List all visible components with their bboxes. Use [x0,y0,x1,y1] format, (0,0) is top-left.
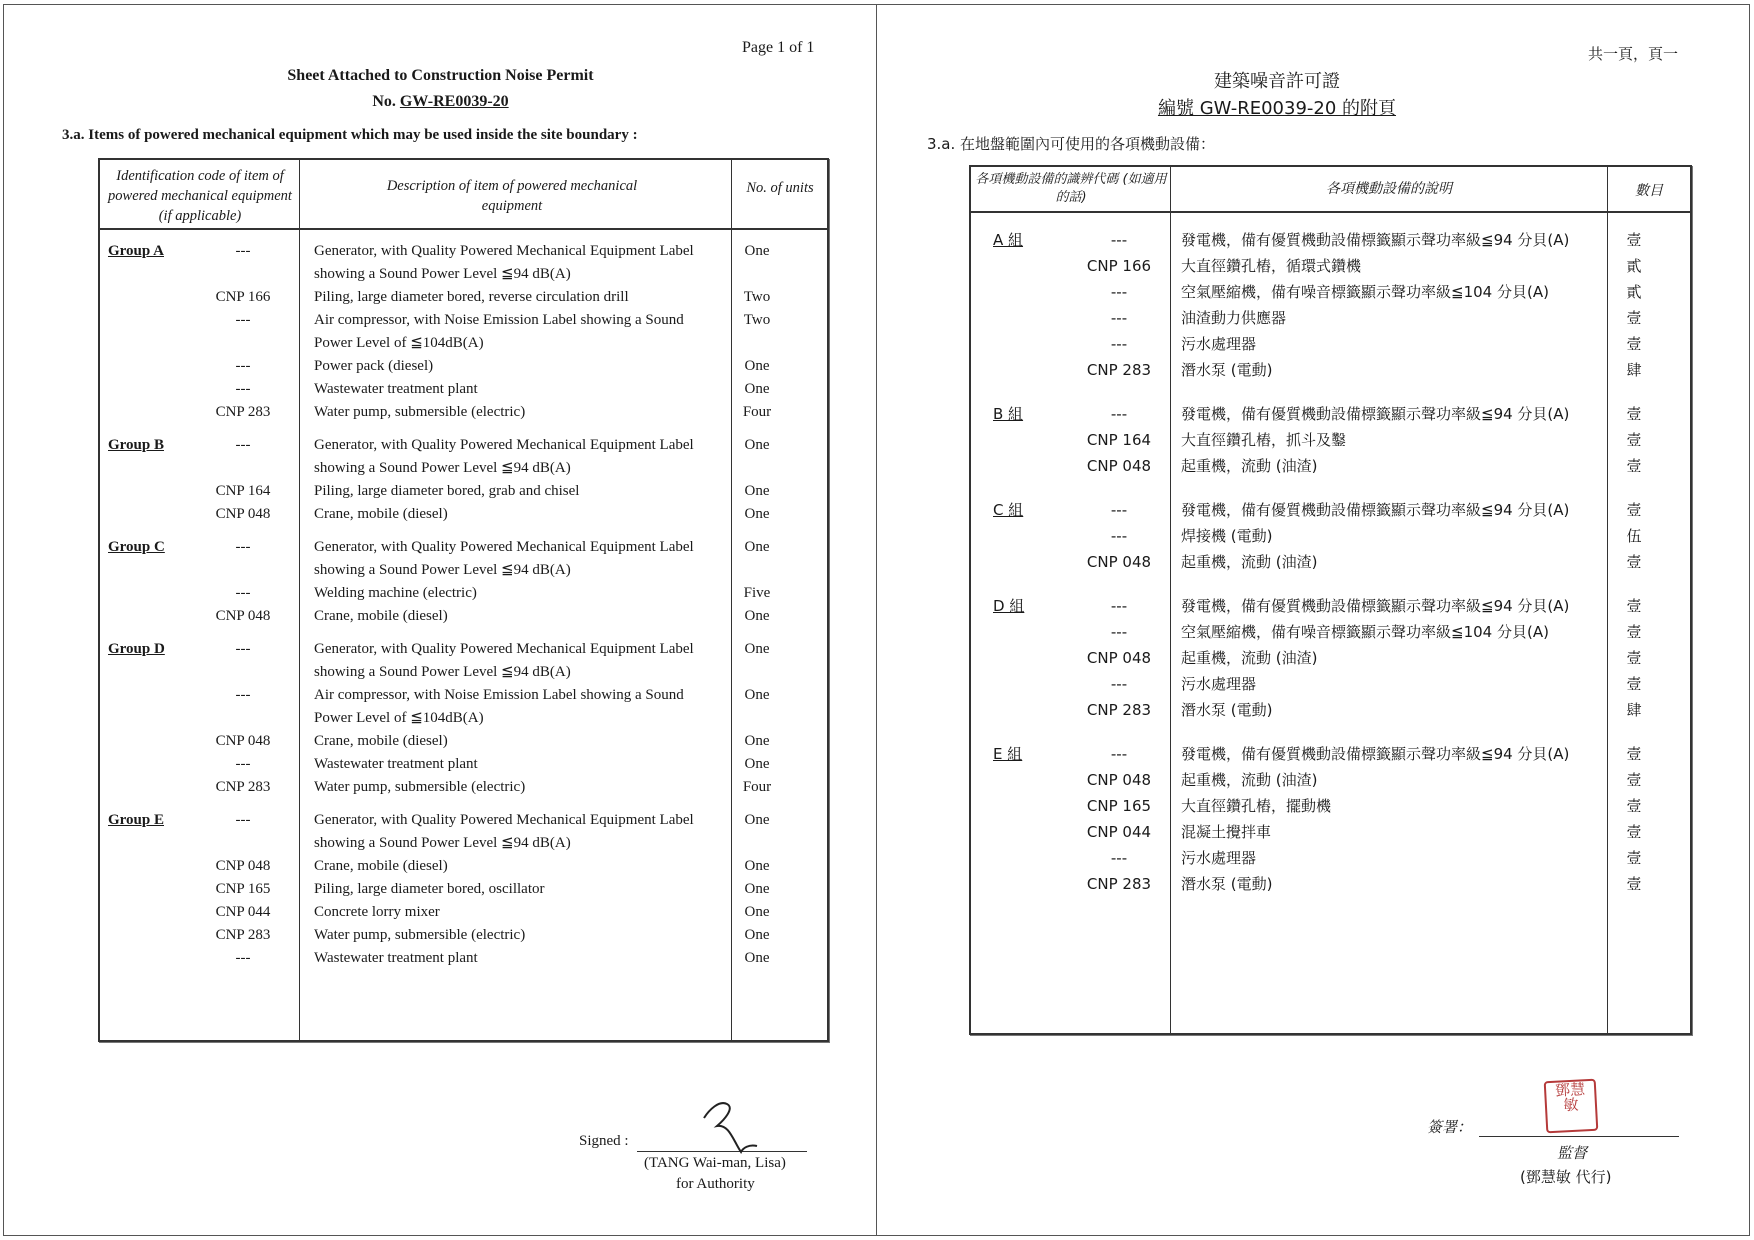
equipment-description: 起重機，流動 (油渣) [1181,649,1318,667]
header-description: Description of item of powered mechanical equipment [386,178,638,214]
equipment-code: CNP 048 [215,733,271,749]
table-row [971,675,1690,701]
permit-number: 編號 GW-RE0039-20 的附頁 [1157,98,1397,119]
unit-count: 伍 [1626,527,1642,545]
page-number: Page 1 of 1 [742,39,815,56]
unit-count: One [744,950,770,966]
unit-count: 壹 [1626,649,1642,667]
unit-count: One [744,243,770,259]
table-row [100,605,827,628]
table-row [971,745,1690,771]
header-divider [100,228,827,230]
section-heading: 3.a. Items of powered mechanical equipment which may be used inside the site boundary : [62,127,638,143]
equipment-code: --- [1110,231,1128,249]
table-row [971,231,1690,257]
unit-count: Four [742,404,772,420]
equipment-description: 混凝土攪拌車 [1181,823,1272,841]
equipment-code: CNP 166 [1086,257,1152,275]
equipment-description: Air compressor, with Noise Emission Label showing a Sound Power Level of ≦104dB(A) [314,312,684,351]
equipment-code: CNP 165 [1086,797,1152,815]
equipment-description: Water pump, submersible (electric) [314,779,526,795]
unit-count: 壹 [1626,675,1642,693]
permit-number-line [4,93,877,111]
equipment-code: CNP 283 [215,927,271,943]
section-heading: 3.a. 在地盤範圍內可使用的各項機動設備： [927,135,1216,153]
equipment-code: --- [235,585,251,601]
table-row [971,623,1690,649]
equipment-code: --- [1110,501,1128,519]
english-page [3,4,878,1236]
equipment-code: --- [1110,745,1128,763]
equipment-description: Generator, with Quality Powered Mechanical Equipment Label showing a Sound Power Level ≦94 dB(A) [314,243,694,282]
equipment-group [971,597,1690,727]
signature-line [1479,1136,1679,1137]
table-row [971,553,1690,579]
page-number: 共一頁，頁一 [1588,45,1679,63]
unit-count: 壹 [1626,823,1642,841]
unit-count: One [744,687,770,703]
equipment-code: --- [1110,405,1128,423]
equipment-description: Wastewater treatment plant [314,950,478,966]
unit-count: 肆 [1626,701,1642,719]
equipment-description: Wastewater treatment plant [314,756,478,772]
equipment-group [971,745,1690,901]
equipment-description: Generator, with Quality Powered Mechanical Equipment Label showing a Sound Power Level ≦94 dB(A) [314,437,694,476]
equipment-group [100,638,827,799]
equipment-description: Crane, mobile (diesel) [314,733,448,749]
permit-number: GW-RE0039-20 [399,93,509,110]
table-row [971,457,1690,483]
table-row [971,527,1690,553]
official-seal [1544,1079,1599,1134]
table-row [100,536,827,582]
equipment-code: CNP 048 [215,858,271,874]
header-divider [971,211,1690,213]
equipment-description: 發電機，備有優質機動設備標籤顯示聲功率級≦94 分貝(A) [1181,231,1570,249]
equipment-code: --- [235,812,251,828]
equipment-description: Welding machine (electric) [314,585,477,601]
table-row [100,582,827,605]
unit-count: 壹 [1626,405,1642,423]
table-row [100,901,827,924]
header-code: 各項機動設備的識辨代碼 (如適用的話) [975,172,1167,205]
group-label: Group C [108,539,165,555]
equipment-code: --- [1110,597,1128,615]
equipment-code: --- [235,687,251,703]
unit-count: 壹 [1626,623,1642,641]
table-row [100,480,827,503]
unit-count: One [744,927,770,943]
table-row [100,638,827,684]
table-row [971,361,1690,387]
unit-count: Five [743,585,771,601]
unit-count: 貳 [1626,283,1642,301]
group-label: Group A [108,243,164,259]
equipment-description: 發電機，備有優質機動設備標籤顯示聲功率級≦94 分貝(A) [1181,597,1570,615]
unit-count: 壹 [1626,597,1642,615]
table-row [100,401,827,424]
unit-count: 壹 [1626,335,1642,353]
equipment-description: 潛水泵 (電動) [1181,701,1273,719]
equipment-description: Generator, with Quality Powered Mechanical Equipment Label showing a Sound Power Level ≦94 dB(A) [314,539,694,578]
unit-count: One [744,381,770,397]
equipment-code: --- [1110,335,1128,353]
equipment-group [971,501,1690,579]
table-body [971,231,1690,901]
unit-count: 貳 [1626,257,1642,275]
table-row [100,776,827,799]
equipment-code: --- [235,641,251,657]
equipment-code: CNP 283 [1086,701,1152,719]
group-label: B 組 [993,405,1024,423]
unit-count: One [744,756,770,772]
table-row [100,503,827,526]
equipment-description: 潛水泵 (電動) [1181,361,1273,379]
equipment-code: CNP 044 [1086,823,1152,841]
equipment-description: Generator, with Quality Powered Mechanical Equipment Label showing a Sound Power Level ≦94 dB(A) [314,812,694,851]
equipment-description: Wastewater treatment plant [314,381,478,397]
table-row [100,240,827,286]
unit-count: One [744,358,770,374]
unit-count: 壹 [1626,797,1642,815]
equipment-description: Concrete lorry mixer [314,904,440,920]
group-label: Group B [108,437,164,453]
unit-count: 壹 [1626,771,1642,789]
table-row [100,730,827,753]
equipment-code: CNP 165 [215,881,271,897]
group-label: Group D [108,641,165,657]
unit-count: 肆 [1626,361,1642,379]
unit-count: 壹 [1626,875,1642,893]
equipment-description: Water pump, submersible (electric) [314,927,526,943]
equipment-description: Crane, mobile (diesel) [314,858,448,874]
group-label: D 組 [993,597,1025,615]
unit-count: One [744,483,770,499]
equipment-code: CNP 283 [215,779,271,795]
equipment-description: 發電機，備有優質機動設備標籤顯示聲功率級≦94 分貝(A) [1181,501,1570,519]
table-row [100,753,827,776]
equipment-group [971,405,1690,483]
equipment-code: --- [235,358,251,374]
header-units: No. of units [746,180,814,196]
seal-text: 鄧慧敏 [1554,1080,1586,1115]
unit-count: Four [742,779,772,795]
table-row [100,809,827,855]
equipment-code: --- [235,437,251,453]
unit-count: One [744,506,770,522]
equipment-group [971,231,1690,387]
table-row [971,405,1690,431]
equipment-description: 大直徑鑽孔樁，擺動機 [1181,797,1332,815]
table-row [100,286,827,309]
equipment-code: CNP 166 [215,289,271,305]
table-row [100,309,827,355]
equipment-code: CNP 048 [215,506,271,522]
equipment-code: --- [235,243,251,259]
equipment-description: 發電機，備有優質機動設備標籤顯示聲功率級≦94 分貝(A) [1181,745,1570,763]
table-row [971,771,1690,797]
unit-count: 壹 [1626,745,1642,763]
unit-count: One [744,608,770,624]
table-row [100,924,827,947]
equipment-code: --- [1110,849,1128,867]
equipment-description: 焊接機 (電動) [1181,527,1273,545]
table-row [100,855,827,878]
equipment-code: --- [1110,675,1128,693]
table-row [971,431,1690,457]
table-row [100,947,827,970]
equipment-description: 大直徑鑽孔樁，循環式鑽機 [1181,257,1362,275]
equipment-code: CNP 048 [1086,649,1152,667]
equipment-description: Piling, large diameter bored, reverse circulation drill [314,289,629,305]
unit-count: Two [743,289,771,305]
group-label: E 組 [993,745,1023,763]
group-label: A 組 [993,231,1024,249]
document-title: Sheet Attached to Construction Noise Permit [287,67,594,84]
equipment-description: Power pack (diesel) [314,358,434,374]
equipment-code: CNP 048 [1086,771,1152,789]
equipment-code: CNP 283 [1086,361,1152,379]
equipment-table [969,165,1692,1035]
unit-count: 壹 [1626,501,1642,519]
unit-count: One [744,858,770,874]
header-code: Identification code of item of powered mechanical equipment (if applicable) [108,168,292,224]
unit-count: One [744,641,770,657]
equipment-description: 大直徑鑽孔樁，抓斗及鑿 [1181,431,1347,449]
permit-number-line [877,94,1677,120]
group-label: Group E [108,812,164,828]
equipment-description: 潛水泵 (電動) [1181,875,1273,893]
equipment-description: Generator, with Quality Powered Mechanical Equipment Label showing a Sound Power Level ≦94 dB(A) [314,641,694,680]
equipment-description: Air compressor, with Noise Emission Label showing a Sound Power Level of ≦104dB(A) [314,687,684,726]
equipment-code: --- [1110,527,1128,545]
table-row [971,309,1690,335]
unit-count: One [744,539,770,555]
table-row [100,878,827,901]
equipment-group [100,809,827,970]
permit-prefix: No. [372,93,396,110]
equipment-description: Water pump, submersible (electric) [314,404,526,420]
unit-count: 壹 [1626,231,1642,249]
equipment-description: 起重機，流動 (油渣) [1181,771,1318,789]
table-row [971,875,1690,901]
equipment-description: 起重機，流動 (油渣) [1181,457,1318,475]
table-row [971,501,1690,527]
equipment-description: Crane, mobile (diesel) [314,506,448,522]
chinese-page [876,4,1750,1236]
equipment-code: --- [235,756,251,772]
equipment-group [100,240,827,424]
equipment-description: 空氣壓縮機，備有噪音標籤顯示聲功率級≦104 分貝(A) [1181,283,1549,301]
header-description: 各項機動設備的說明 [1326,181,1452,197]
equipment-code: CNP 283 [1086,875,1152,893]
table-row [100,378,827,401]
unit-count: One [744,881,770,897]
equipment-code: --- [235,539,251,555]
signer-role: for Authority [676,1176,755,1192]
equipment-code: CNP 283 [215,404,271,420]
table-row [100,355,827,378]
equipment-description: 起重機，流動 (油渣) [1181,553,1318,571]
equipment-code: --- [1110,623,1128,641]
table-row [971,823,1690,849]
table-row [971,649,1690,675]
equipment-code: --- [235,950,251,966]
unit-count: 壹 [1626,431,1642,449]
table-row [971,283,1690,309]
equipment-description: 污水處理器 [1181,335,1257,353]
unit-count: 壹 [1626,553,1642,571]
signed-label: 簽署： [1427,1118,1473,1136]
equipment-code: CNP 164 [215,483,271,499]
table-row [971,701,1690,727]
equipment-group [100,536,827,628]
table-body [100,240,827,970]
equipment-code: CNP 164 [1086,431,1152,449]
unit-count: One [744,733,770,749]
equipment-group [100,434,827,526]
equipment-code: --- [1110,283,1128,301]
signature-image [699,1090,769,1160]
header-units: 數目 [1635,183,1663,199]
document-title: 建築噪音許可證 [1214,71,1340,92]
signer-name: (鄧慧敏 代行) [1520,1168,1612,1186]
unit-count: 壹 [1626,457,1642,475]
equipment-description: Crane, mobile (diesel) [314,608,448,624]
unit-count: One [744,904,770,920]
table-row [971,597,1690,623]
table-row [971,335,1690,361]
signed-label: Signed : [579,1133,629,1149]
table-row [971,797,1690,823]
unit-count: 壹 [1626,309,1642,327]
equipment-code: CNP 048 [1086,457,1152,475]
equipment-description: 發電機，備有優質機動設備標籤顯示聲功率級≦94 分貝(A) [1181,405,1570,423]
equipment-table [98,158,829,1042]
table-row [971,257,1690,283]
table-row [100,434,827,480]
equipment-code: --- [235,381,251,397]
unit-count: One [744,437,770,453]
equipment-description: Piling, large diameter bored, oscillator [314,881,545,897]
unit-count: 壹 [1626,849,1642,867]
unit-count: One [744,812,770,828]
equipment-description: Piling, large diameter bored, grab and chisel [314,483,580,499]
unit-count: Two [743,312,771,328]
equipment-description: 污水處理器 [1181,675,1257,693]
table-row [971,849,1690,875]
equipment-description: 空氣壓縮機，備有噪音標籤顯示聲功率級≦104 分貝(A) [1181,623,1549,641]
table-row [100,684,827,730]
signer-name: (TANG Wai-man, Lisa) [644,1155,786,1171]
equipment-description: 油渣動力供應器 [1181,309,1287,327]
equipment-code: CNP 048 [1086,553,1152,571]
equipment-code: CNP 044 [215,904,271,920]
group-label: C 組 [993,501,1024,519]
signer-role: 監督 [1557,1144,1588,1162]
equipment-code: --- [1110,309,1128,327]
equipment-description: 污水處理器 [1181,849,1257,867]
equipment-code: --- [235,312,251,328]
equipment-code: CNP 048 [215,608,271,624]
